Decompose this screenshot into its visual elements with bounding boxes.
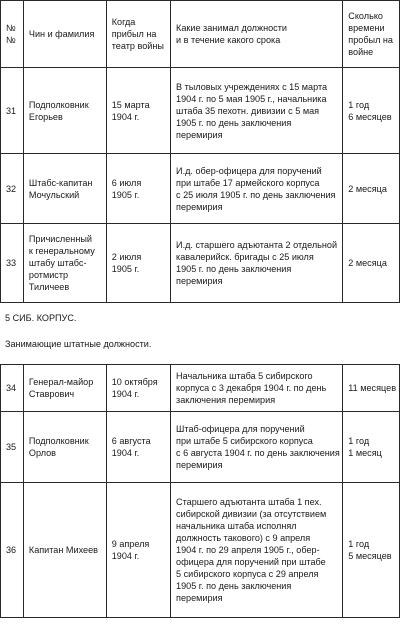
header-duration: Сколько времени пробыл на войне bbox=[343, 1, 400, 68]
row-positions: В тыловых учреждениях с 15 марта 1904 г. по 5 мая 1905 г., начальника штаба 35 пехотн. дивизии с 5 мая 1905 г. по день заключения перемирия bbox=[171, 68, 343, 154]
row-number: 33 bbox=[1, 224, 24, 303]
row-arrived: 6 августа 1904 г. bbox=[106, 412, 170, 483]
row-duration: 11 месяцев bbox=[343, 365, 400, 412]
row-positions: Старшего адъютанта штаба 1 пех. сибирской дивизии (за отсутствием начальника штаба исполнял должность такового) с 9 апреля 1904 г. по 29 апреля 1905 г., обер- офицера для поручений при штабе 5 сибирского корпуса с 29 апреля 1905 г. по день заключения перемирия bbox=[171, 483, 343, 618]
row-arrived: 15 марта 1904 г. bbox=[106, 68, 170, 154]
officers-table-top bbox=[0, 0, 400, 303]
table-row bbox=[1, 224, 400, 303]
row-number: 31 bbox=[1, 68, 24, 154]
row-number: 32 bbox=[1, 154, 24, 224]
officers-table-bottom bbox=[0, 364, 400, 618]
header-rank-name: Чин и фамилия bbox=[23, 1, 106, 68]
row-arrived: 10 октября 1904 г. bbox=[106, 365, 170, 412]
row-duration: 1 год 1 месяц bbox=[343, 412, 400, 483]
row-number: 36 bbox=[1, 483, 24, 618]
row-duration: 1 год 6 месяцев bbox=[343, 68, 400, 154]
row-name: Штабс-капитан Мочульский bbox=[23, 154, 106, 224]
row-duration: 1 год 5 месяцев bbox=[343, 483, 400, 618]
row-duration: 2 месяца bbox=[343, 224, 400, 303]
row-positions: Штаб-офицера для поручений при штабе 5 сибирского корпуса с 6 августа 1904 г. по день заключения перемирия bbox=[171, 412, 343, 483]
row-duration: 2 месяца bbox=[343, 154, 400, 224]
row-name: Капитан Михеев bbox=[23, 483, 106, 618]
table-header-row bbox=[1, 1, 400, 68]
row-name: Причисленный к генеральному штабу штабс- ротмистр Тиличеев bbox=[23, 224, 106, 303]
table-row bbox=[1, 154, 400, 224]
table-row bbox=[1, 412, 400, 483]
table-row bbox=[1, 365, 400, 412]
row-name: Подполковник Егорьев bbox=[23, 68, 106, 154]
header-number: №№ bbox=[1, 1, 24, 68]
row-name: Подполковник Орлов bbox=[23, 412, 106, 483]
row-number: 35 bbox=[1, 412, 24, 483]
row-arrived: 2 июля 1905 г. bbox=[106, 224, 170, 303]
row-arrived: 6 июля 1905 г. bbox=[106, 154, 170, 224]
table-row bbox=[1, 483, 400, 618]
row-number: 34 bbox=[1, 365, 24, 412]
table-row bbox=[1, 68, 400, 154]
row-positions: Начальника штаба 5 сибирского корпуса с 3 декабря 1904 г. по день заключения перемирия bbox=[171, 365, 343, 412]
section-subheading: Занимающие штатные должности. bbox=[5, 339, 152, 349]
row-name: Генерал-майор Ставрович bbox=[23, 365, 106, 412]
row-positions: И.д. обер-офицера для поручений при штабе 17 армейского корпуса с 25 июля 1905 г. по день заключения перемирия bbox=[171, 154, 343, 224]
header-arrived: Когда прибыл на театр войны bbox=[106, 1, 170, 68]
row-arrived: 9 апреля 1904 г. bbox=[106, 483, 170, 618]
row-positions: И.д. старшего адъютанта 2 отдельной кавалерийск. бригады с 25 июля 1905 г. по день заключения перемирия bbox=[171, 224, 343, 303]
header-positions: Какие занимал должности и в течение какого срока bbox=[171, 1, 343, 68]
section-heading: 5 СИБ. КОРПУС. bbox=[5, 313, 77, 323]
